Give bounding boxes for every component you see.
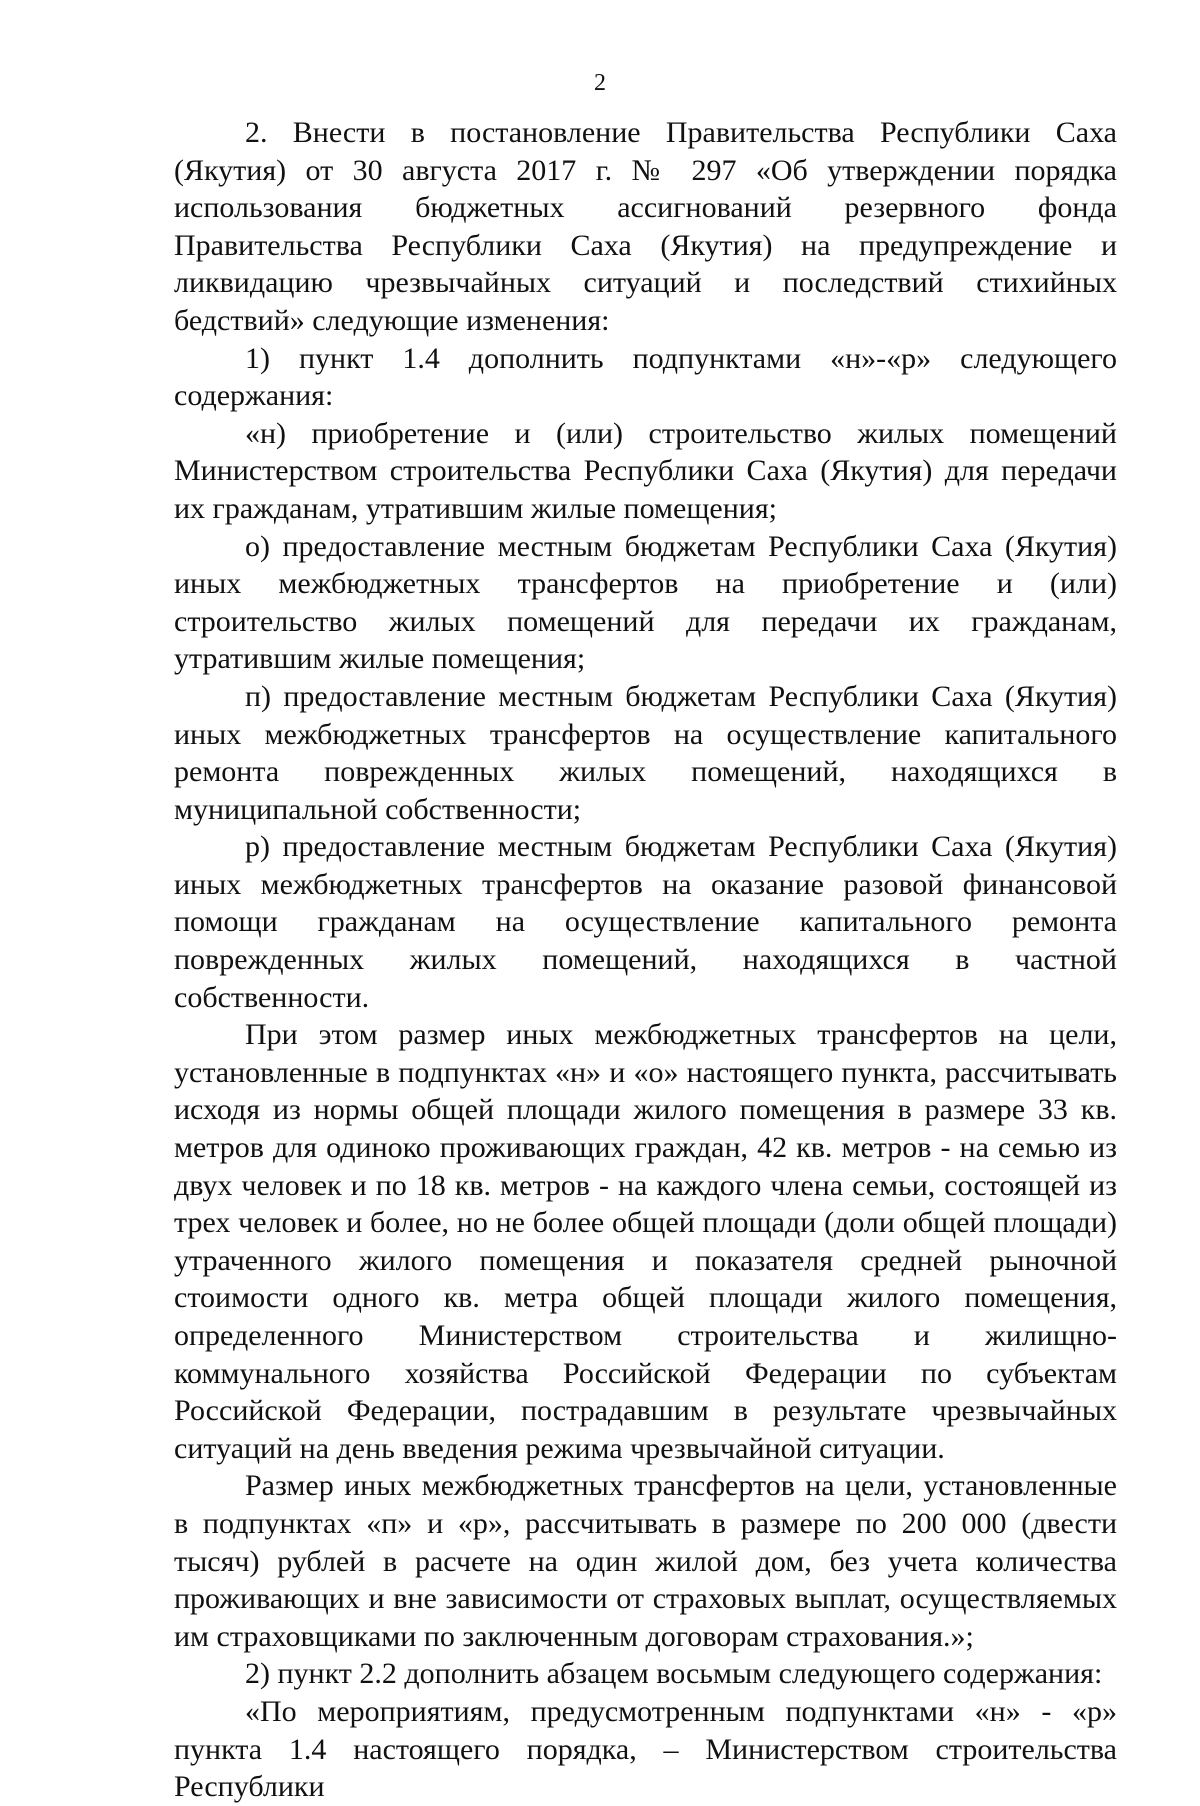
document-body: [174, 114, 1117, 1806]
paragraph-item-2: 2) пункт 2.2 дополнить абзацем восьмым следующего содержания:: [245, 1657, 1103, 1691]
paragraph-subitem-n: «н) приобретение и (или) строительство жилых помещений Министерством строительства Республики Саха (Якутия) для передачи их гражданам, утратившим жилые помещения;: [174, 416, 1117, 525]
page-number: 2: [594, 70, 606, 96]
paragraph-transfer-size-fixed: Размер иных межбюджетных трансфертов на цели, установленные в подпунктах «п» и «р», рассчитывать в размере по 200 000 (двести тысяч) рублей в расчете на один жилой дом, без учета количества проживающих и вне зависимости от страховых выплат, осуществляемых им страховщиками по заключенным договорам страхования.»;: [174, 1469, 1117, 1653]
paragraph-amendment-intro: 2. Внести в постановление Правительства Республики Саха (Якутия) от 30 августа 2017 г. № 297 «Об утверждении порядка использования бюджетных ассигнований резервного фонда Правительства Республики Саха (Якутия) на предупреждение и ликвидацию чрезвычайных ситуаций и последствий стихийных бедствий» следующие изменения:: [174, 116, 1117, 337]
paragraph-subitem-r: р) предоставление местным бюджетам Республики Саха (Якутия) иных межбюджетных трансфертов на оказание разовой финансовой помощи гражданам на осуществление капитального ремонта поврежденных жилых помещений, находящихся в частной собственности.: [174, 830, 1117, 1014]
paragraph-transfer-size-calculation: При этом размер иных межбюджетных трансфертов на цели, установленные в подпунктах «н» и «о» настоящего пункта, рассчитывать исходя из нормы общей площади жилого помещения в размере 33 кв. метров для одиноко проживающих граждан, 42 кв. метров - на семью из двух человек и по 18 кв. метров - на каждого члена семьи, состоящей из трех человек и более, но не более общей площади (доли общей площади) утраченного жилого помещения и показателя средней рыночной стоимости одного кв. метра общей площади жилого помещения, определенного Министерством строительства и жилищно-коммунального хозяйства Российской Федерации по субъектам Российской Федерации, пострадавшим в результате чрезвычайных ситуаций на день введения режима чрезвычайной ситуации.: [174, 1018, 1117, 1465]
paragraph-subitem-o: о) предоставление местным бюджетам Республики Саха (Якутия) иных межбюджетных трансфертов на приобретение и (или) строительство жилых помещений для передачи их гражданам, утратившим жилые помещения;: [174, 529, 1117, 676]
paragraph-subitem-p: п) предоставление местным бюджетам Республики Саха (Якутия) иных межбюджетных трансфертов на осуществление капитального ремонта поврежденных жилых помещений, находящихся в муниципальной собственности;: [174, 679, 1117, 826]
paragraph-item-1: 1) пункт 1.4 дополнить подпунктами «н»-«р» следующего содержания:: [174, 341, 1117, 413]
paragraph-item-2-content: «По мероприятиям, предусмотренным подпунктами «н» - «р» пункта 1.4 настоящего порядка, – Министерством строительства Республики: [174, 1694, 1117, 1804]
